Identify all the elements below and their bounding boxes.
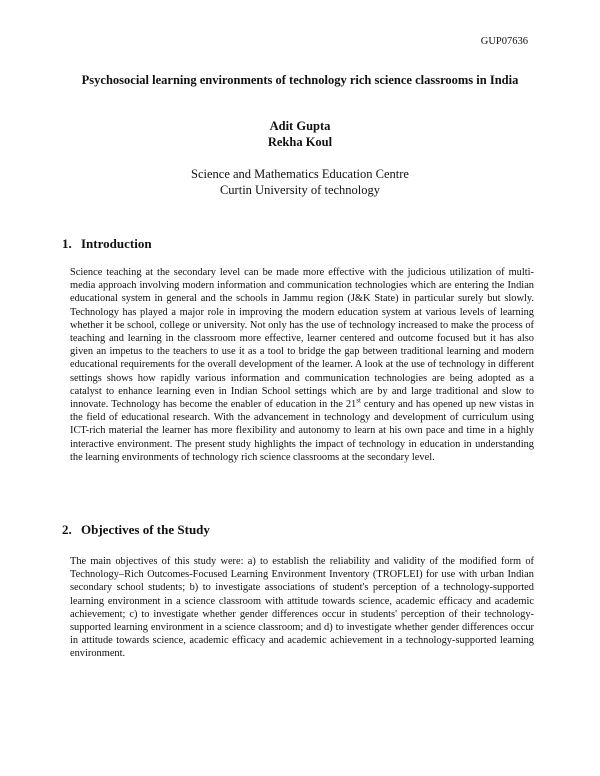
affiliation xyxy=(0,166,600,198)
author-name: Rekha Koul xyxy=(267,135,333,149)
section-number: 2. xyxy=(62,522,72,537)
introduction-paragraph xyxy=(70,266,534,464)
objectives-paragraph: The main objectives of this study were: a) to establish the reliability and validity of the modified form of Technology–Rich Outcomes-Focused Learning Environment Inventory (TROFLEI) for use with urban Indian secondary school students; b) to investigate associations of student's perception of a technology-supported learning environment in a science classroom with attitude towards science, academic efficacy and academic achievement; c) to investigate whether gender differences occur in students' perception of their technology-supported learning environment in a science classroom; and d) to investigate whether gender differences occur in attitude towards science, academic efficacy and academic achievement in a technology-supported learning environment. xyxy=(70,556,534,660)
section-title: Introduction xyxy=(81,236,152,251)
paragraph-text: Science teaching at the secondary level can be made more effective with the judicious utilization of multi-media approach involving modern information and communication technologies which are entering the Indian educational system in general and the schools in Jammu region (J&K State) in particular surely but slowly. Technology has played a major role in improving the modern education system at various levels of learning whether it be school, college or university. Not only has the use of technology increased to make the process of teaching and learning in the classroom more effective, learner centered and outcome focused but it has also given an impetus to the teachers to use it as a tool to bridge the gap between traditional learning and modern educational requirements for the overall development of the learner. A look at the use of technology in different settings shows how rapidly various information and communication technologies are being adopted as a catalyst to enhance learning even in Indian School settings which are by and large traditional and slow to innovate. Technology has become the enabler of education in the 21 xyxy=(70,267,534,411)
document-id: GUP07636 xyxy=(480,36,528,47)
paper-title: Psychosocial learning environments of technology rich science classrooms in India xyxy=(81,73,519,87)
paragraph-text: century and has opened up new vistas in the field of educational research. With the advancement in technology and development of curriculum using ICT-rich material the learner has more flexibility and autonomy to learn at his own pace and time in a highly interactive environment. The present study highlights the impact of technology in education in understanding the learning environments of technology rich science classrooms at the secondary level. xyxy=(70,399,534,463)
section-heading-objectives xyxy=(62,522,210,538)
section-number: 1. xyxy=(62,236,72,251)
section-title: Objectives of the Study xyxy=(81,522,210,537)
superscript: st xyxy=(356,396,361,405)
affiliation-line: Curtin University of technology xyxy=(219,183,381,197)
section-heading-introduction xyxy=(62,236,152,252)
author-name: Adit Gupta xyxy=(269,119,331,133)
author-list xyxy=(0,118,600,150)
affiliation-line: Science and Mathematics Education Centre xyxy=(191,167,409,181)
